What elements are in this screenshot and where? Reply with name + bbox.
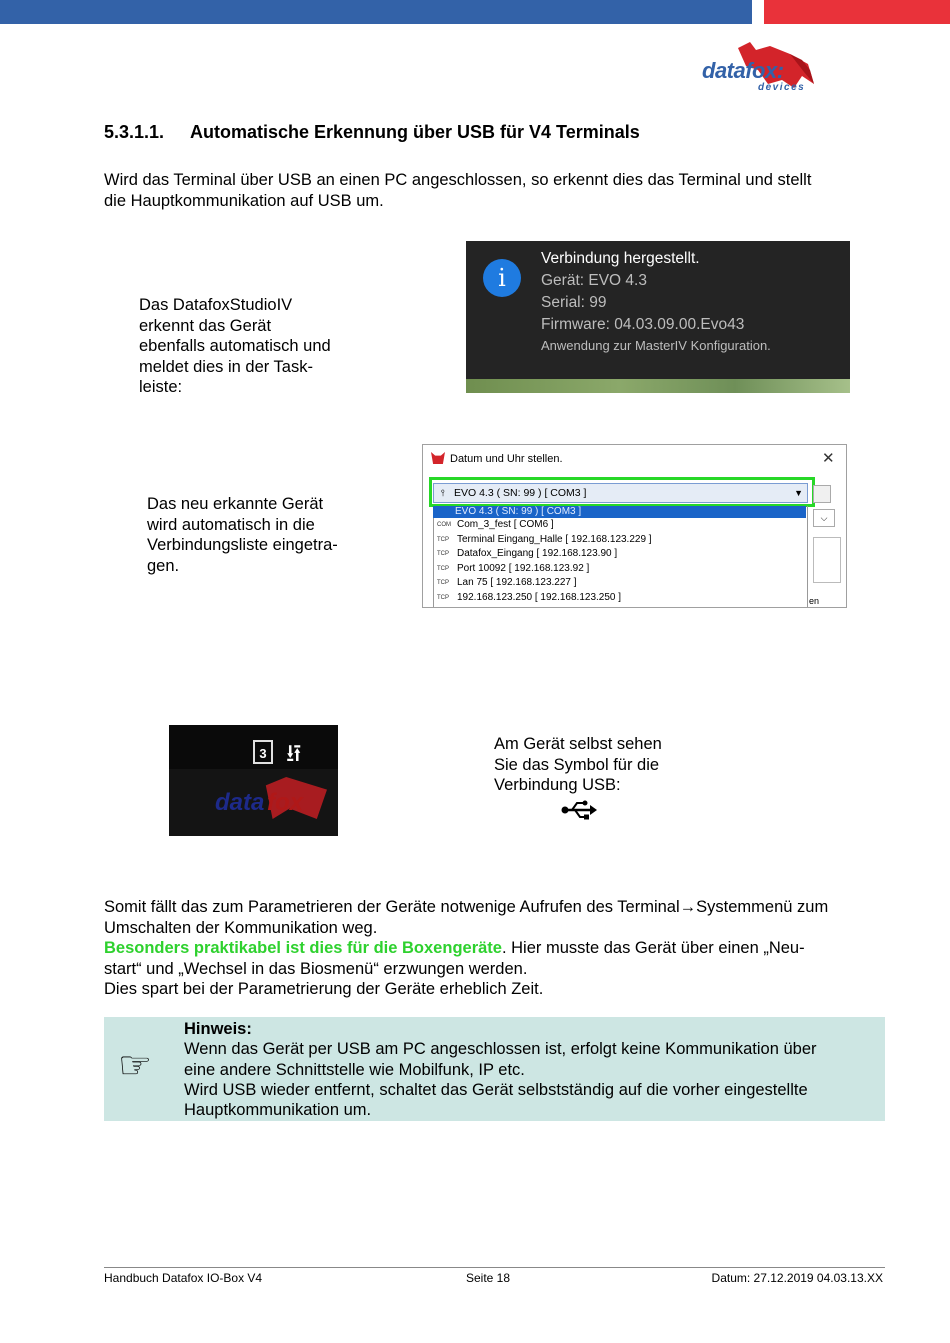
connection-type-icon: COM <box>437 522 451 528</box>
hint-line: Hauptkommunikation um. <box>184 1101 372 1120</box>
status-counter-icon: 3 <box>253 740 273 764</box>
hint-text <box>184 1019 874 1120</box>
dropdown-item-label: Lan 75 [ 192.168.123.227 ] <box>457 577 577 589</box>
highlight-text: Besonders praktikabel ist dies für die Boxengeräte <box>104 939 502 957</box>
dropdown-item[interactable] <box>433 562 806 577</box>
device-logo-right: fox <box>267 789 303 816</box>
dropdown-item-label: 192.168.123.250 [ 192.168.123.250 ] <box>457 591 622 603</box>
pointing-hand-icon: ☞ <box>118 1045 153 1087</box>
hint-box <box>104 1017 885 1121</box>
list-note-line: wird automatisch in die <box>147 515 315 534</box>
body-line-2: Umschalten der Kommunikation weg. <box>104 918 378 937</box>
connection-type-icon: TCP <box>437 594 449 601</box>
notification-serial: Serial: 99 <box>541 294 607 311</box>
intro-line-1: Wird das Terminal über USB an einen PC angeschlossen, so erkennt dies das Terminal und stellt <box>104 171 812 189</box>
hint-line: eine andere Schnittstelle wie Mobilfunk, IP etc. <box>184 1060 525 1079</box>
dropdown-item-label: Com_3_fest [ COM6 ] <box>457 519 554 530</box>
header-blue-bar <box>0 0 752 24</box>
usb-icon: ⭿ <box>286 741 302 768</box>
device-note-line: Am Gerät selbst sehen <box>494 735 662 753</box>
body-line-3 <box>104 938 884 959</box>
hint-label: Hinweis: <box>184 1020 252 1038</box>
list-note-line: gen. <box>147 556 180 575</box>
connection-type-icon: TCP <box>437 580 449 587</box>
partial-button-label[interactable]: en <box>809 596 820 606</box>
intro-line-2: die Hauptkommunikation auf USB um. <box>104 191 384 210</box>
hint-line: Wenn das Gerät per USB am PC angeschlossen ist, erfolgt keine Kommunikation über <box>184 1040 817 1059</box>
green-highlight-frame <box>429 477 815 507</box>
fox-icon <box>431 452 445 464</box>
dropdown-item-label: Terminal Eingang_Halle [ 192.168.123.229 ] <box>457 533 652 545</box>
dropdown-list <box>433 518 806 606</box>
body-text: Systemmenü zum <box>696 898 829 916</box>
taskbar-note-line: Das DatafoxStudioIV <box>139 296 293 314</box>
hint-line: Wird USB wieder entfernt, schaltet das Gerät selbstständig auf die vorher eingestellte <box>184 1080 808 1099</box>
body-line-5: Dies spart bei der Parametrierung der Geräte erheblich Zeit. <box>104 980 544 998</box>
list-note-line: Das neu erkannte Gerät <box>147 495 324 513</box>
side-panel <box>813 537 841 583</box>
body-text: Somit fällt das zum Parametrieren der Geräte notwenige Aufrufen des Terminal <box>104 898 680 916</box>
device-logo-left: data <box>215 789 265 816</box>
connection-type-icon: TCP <box>437 536 449 543</box>
windows-notification[interactable] <box>466 241 850 393</box>
notification-firmware: Firmware: 04.03.09.00.Evo43 <box>541 316 745 333</box>
device-note-line: Verbindung USB: <box>494 776 621 794</box>
section-number: 5.3.1.1. <box>104 122 165 142</box>
list-note <box>147 494 367 576</box>
body-line-4: start“ und „Wechsel in das Biosmenü“ erzwungen werden. <box>104 959 528 978</box>
datafox-logo <box>698 40 818 96</box>
taskbar-note-line: ebenfalls automatisch und <box>139 337 331 355</box>
dropdown-item[interactable] <box>433 576 806 591</box>
taskbar-note-line: erkennt das Gerät <box>139 316 272 335</box>
device-screen-photo <box>169 725 338 836</box>
refresh-button[interactable] <box>813 485 831 503</box>
dropdown-item-label: Port 10092 [ 192.168.123.92 ] <box>457 562 590 574</box>
device-note <box>494 734 714 796</box>
dropdown-item[interactable] <box>433 547 806 562</box>
logo-subtitle: devices <box>758 82 806 93</box>
body-paragraph <box>104 897 884 1000</box>
secondary-select[interactable]: ⌵ <box>813 509 835 527</box>
taskbar-note-line: leiste: <box>139 378 183 396</box>
body-line-1 <box>104 897 884 918</box>
datetime-dialog <box>422 444 847 608</box>
taskbar-note-line: meldet dies in der Task- <box>139 357 313 376</box>
chevron-down-icon[interactable]: ▼ <box>794 488 803 498</box>
list-note-line: Verbindungsliste eingetra- <box>147 536 338 554</box>
intro-paragraph <box>104 170 884 211</box>
footer-page: Seite 18 <box>466 1271 511 1285</box>
section-heading <box>104 122 640 143</box>
footer-date: Datum: 27.12.2019 04.03.13.XX <box>711 1271 883 1285</box>
close-icon[interactable]: ✕ <box>822 450 835 467</box>
footer-left: Handbuch Datafox IO-Box V4 <box>104 1271 263 1285</box>
footer-divider <box>104 1267 885 1268</box>
usb-icon: ⫯ <box>441 488 445 498</box>
dropdown-item[interactable] <box>433 518 806 533</box>
dropdown-item-label: Datafox_Eingang [ 192.168.123.90 ] <box>457 548 618 560</box>
connection-type-icon: TCP <box>437 565 449 572</box>
device-note-line: Sie das Symbol für die <box>494 755 660 774</box>
dropdown-item[interactable] <box>433 591 806 606</box>
notification-device: Gerät: EVO 4.3 <box>541 272 647 289</box>
connection-select-value: EVO 4.3 ( SN: 99 ) [ COM3 ] <box>454 487 587 499</box>
info-icon: i <box>483 259 521 297</box>
notification-app: Anwendung zur MasterIV Konfiguration. <box>541 338 771 353</box>
header-red-bar <box>764 0 950 24</box>
body-text: . Hier musste das Gerät über einen „Neu- <box>501 939 805 957</box>
section-title: Automatische Erkennung über USB für V4 Terminals <box>190 122 640 142</box>
dropdown-item[interactable] <box>433 533 806 548</box>
dropdown-item-selected[interactable]: EVO 4.3 ( SN: 99 ) [ COM3 ] <box>433 506 806 518</box>
connection-type-icon: TCP <box>437 551 449 558</box>
usb-icon <box>560 798 598 829</box>
notification-title: Verbindung hergestellt. <box>541 250 700 267</box>
arrow-right-icon: → <box>679 898 697 916</box>
logo-wordmark: datafox: <box>702 58 784 83</box>
taskbar-note <box>139 295 359 398</box>
dialog-title: Datum und Uhr stellen. <box>450 453 563 465</box>
desktop-wallpaper-strip <box>466 379 850 393</box>
